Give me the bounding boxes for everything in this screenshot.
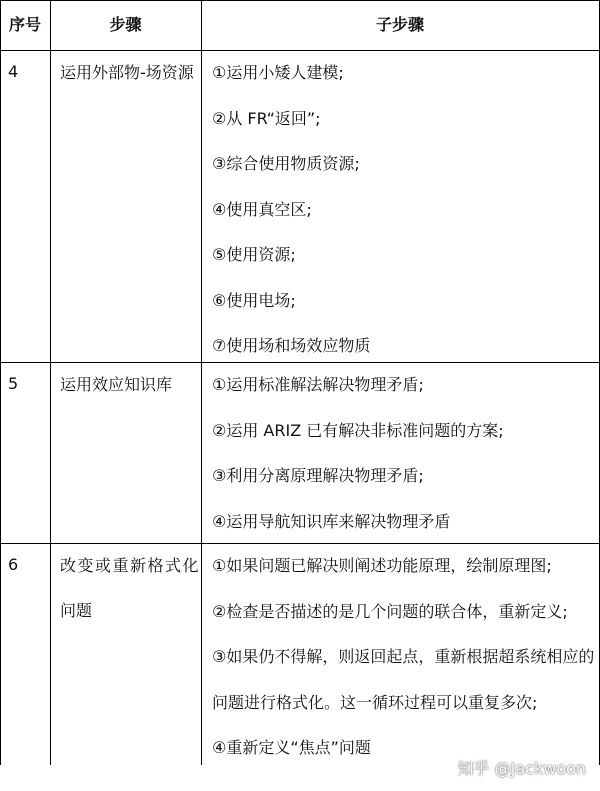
substep-item: ⑤使用资源; xyxy=(212,245,296,264)
header-substeps: 子步骤 xyxy=(375,15,424,34)
substep-item: ①运用标准解法解决物理矛盾; xyxy=(212,375,424,394)
header-step: 步骤 xyxy=(109,15,142,34)
substep-item: ④运用导航知识库来解决物理矛盾 xyxy=(212,511,451,531)
substep-item: ⑦使用场和场效应物质 xyxy=(212,336,371,355)
substep-item: ①如果问题已解决则阐述功能原理，绘制原理图; xyxy=(212,556,552,575)
substep-item: ②检查是否描述的是几个问题的联合体，重新定义; xyxy=(212,601,568,621)
row-step: 运用效应知识库 xyxy=(60,375,173,394)
row-step-line: 改变或重新格式化 xyxy=(60,556,201,575)
row-step: 运用外部物-场资源 xyxy=(60,63,194,82)
substep-list xyxy=(212,362,504,544)
substep-item: ①运用小矮人建模; xyxy=(212,63,344,82)
substep-item: ③如果仍不得解，则返回起点，重新根据超系统相应的 xyxy=(212,647,595,666)
header-num: 序号 xyxy=(8,15,41,34)
substep-item: ②运用 ARIZ 已有解决非标准问题的方案; xyxy=(212,420,504,440)
row-number: 4 xyxy=(8,62,19,81)
column-divider xyxy=(0,0,1,765)
row-step-line: 问题 xyxy=(60,601,93,620)
column-divider xyxy=(201,0,202,765)
substep-item: ③综合使用物质资源; xyxy=(212,154,360,173)
column-divider xyxy=(50,0,51,765)
substep-item: ⑥使用电场; xyxy=(212,290,296,310)
substep-item: ④使用真空区; xyxy=(212,199,312,219)
substep-item: 问题进行格式化。这一循环过程可以重复多次; xyxy=(212,692,538,712)
substep-item: ③利用分离原理解决物理矛盾; xyxy=(212,466,424,485)
substep-list xyxy=(212,543,594,771)
substep-item: ②从 FR“返回”; xyxy=(212,108,321,128)
substep-list xyxy=(212,50,370,369)
row-number: 5 xyxy=(8,374,19,393)
row-number: 6 xyxy=(8,555,19,574)
watermark: 知乎 @Jackwoon xyxy=(457,759,586,778)
substep-item: ④重新定义“焦点”问题 xyxy=(212,738,371,757)
